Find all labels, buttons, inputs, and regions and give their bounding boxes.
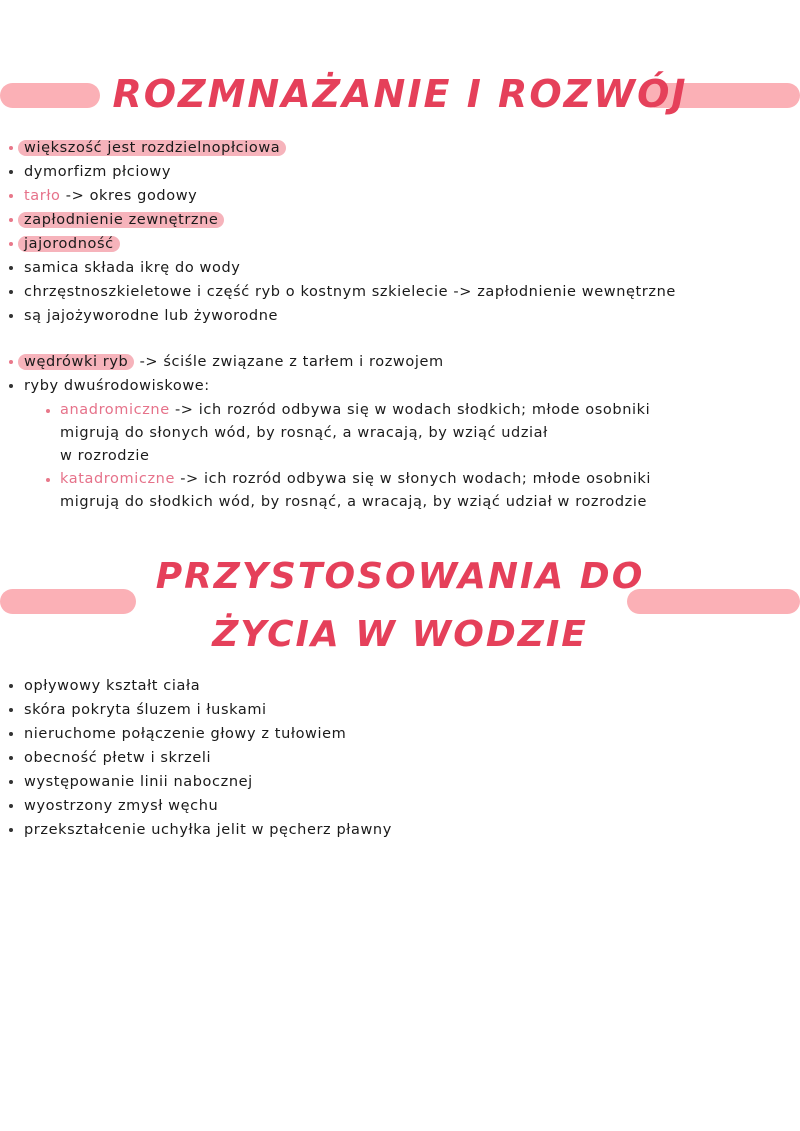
- list-item: opływowy kształt ciała: [6, 674, 392, 698]
- migration-sublist: [56, 399, 651, 514]
- sublist-item-catadromous: katadromiczne -> ich rozród odbywa się w słonych wodach; młode osobniki migrują do słodkich wód, by rosnąć, a wracają, by wziąć udział w rozrodzie: [56, 468, 651, 514]
- list-item: nieruchome połączenie głowy z tułowiem: [6, 722, 392, 746]
- list-item: obecność płetw i skrzeli: [6, 746, 392, 770]
- list-item: tarło -> okres godowy: [6, 184, 676, 208]
- list-item: dymorfizm płciowy: [6, 160, 676, 184]
- list-item: wyostrzony zmysł węchu: [6, 794, 392, 818]
- list-item: samica składa ikrę do wody: [6, 256, 676, 280]
- list-item: przekształcenie uchyłka jelit w pęcherz pławny: [6, 818, 392, 842]
- list-item: są jajożyworodne lub żyworodne: [6, 304, 676, 328]
- section-title-adaptations: PRZYSTOSOWANIA DO ŻYCIA W WODZIE: [155, 556, 645, 655]
- list-item: jajorodność: [6, 232, 676, 256]
- list-item: występowanie linii nabocznej: [6, 770, 392, 794]
- list-item: skóra pokryta śluzem i łuskami: [6, 698, 392, 722]
- adaptations-list: [6, 674, 392, 842]
- sublist-item-anadromous: anadromiczne -> ich rozród odbywa się w wodach słodkich; młode osobniki migrują do słonych wód, by rosnąć, a wracają, by wziąć udział w rozrodzie: [56, 399, 651, 468]
- section-title-reproduction: ROZMNAŻANIE I ROZWÓJ: [112, 72, 688, 116]
- list-item: większość jest rozdzielnopłciowa: [6, 136, 676, 160]
- list-item: ryby dwuśrodowiskowe:: [6, 374, 444, 398]
- term-tarlo: tarło: [24, 188, 61, 204]
- migration-list: [6, 350, 444, 398]
- list-item: zapłodnienie zewnętrzne: [6, 208, 676, 232]
- list-item: chrzęstnoszkieletowe i część ryb o kostnym szkielecie -> zapłodnienie wewnętrzne: [6, 280, 676, 304]
- reproduction-list: [6, 136, 676, 328]
- list-item: wędrówki ryb -> ściśle związane z tarłem i rozwojem: [6, 350, 444, 374]
